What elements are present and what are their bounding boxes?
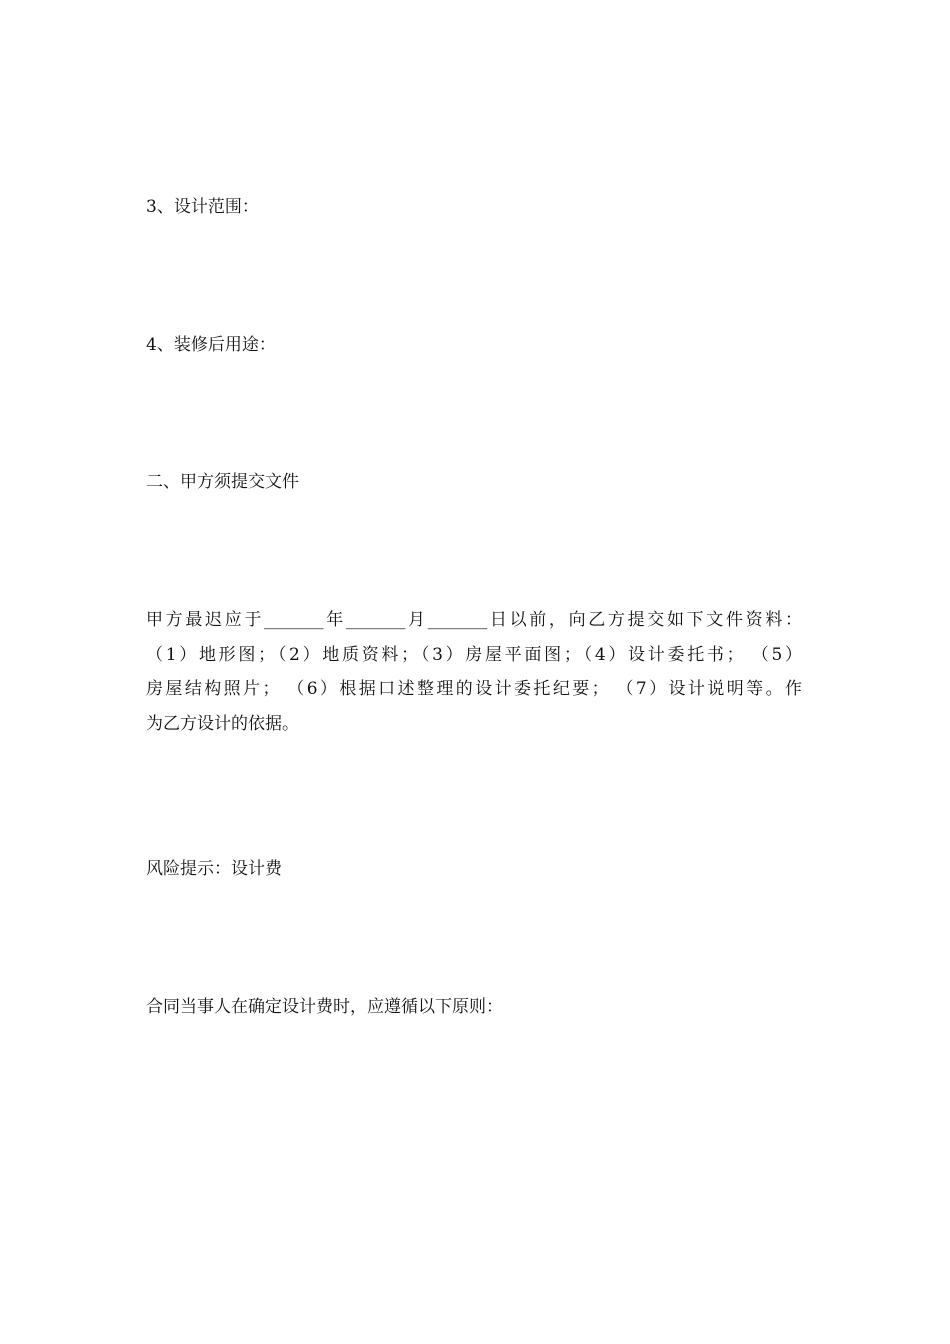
paragraph-line: （1）地形图；（2）地质资料；（3）房屋平面图；（4）设计委托书； （5） bbox=[146, 644, 802, 665]
section-2-heading: 二、甲方须提交文件 bbox=[146, 472, 299, 492]
paragraph-line: 为乙方设计的依据。 bbox=[146, 713, 299, 734]
item-3-design-scope: 3、设计范围： bbox=[146, 197, 259, 217]
submission-paragraph bbox=[146, 603, 802, 741]
paragraph-line: 房屋结构照片； （6）根据口述整理的设计委托纪要； （7）设计说明等。作 bbox=[146, 679, 802, 699]
risk-tip: 风险提示：设计费 bbox=[146, 859, 282, 879]
paragraph-line: 甲方最迟应于_______年_______月_______日以前，向乙方提交如下文件资料： bbox=[146, 610, 802, 630]
item-4-post-renovation-use: 4、装修后用途： bbox=[146, 335, 276, 355]
design-fee-principles-intro: 合同当事人在确定设计费时，应遵循以下原则： bbox=[146, 997, 503, 1017]
